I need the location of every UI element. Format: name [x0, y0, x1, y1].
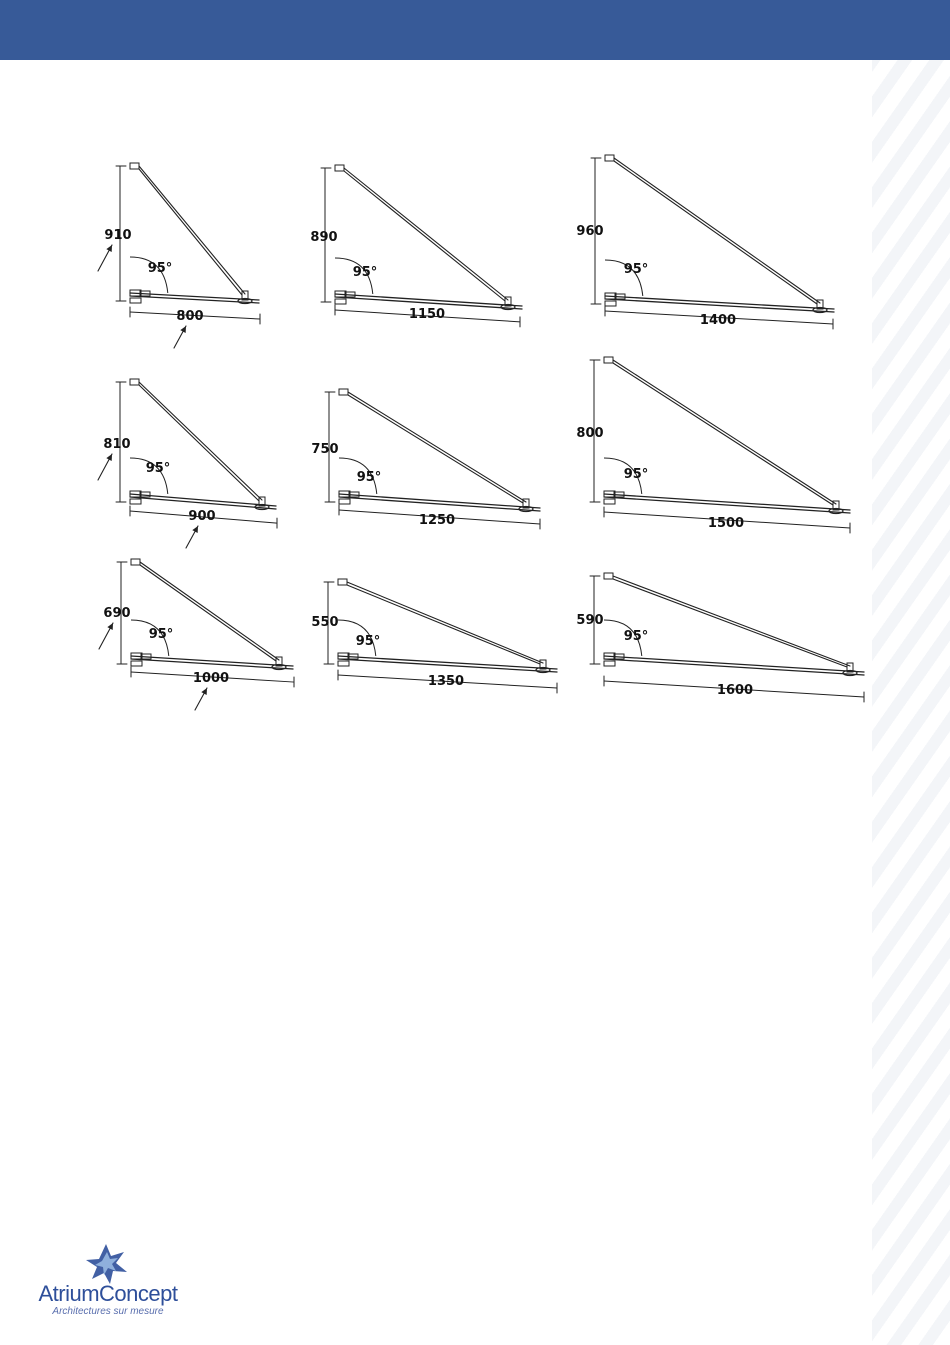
glass-panel-top — [335, 294, 522, 306]
tension-rod-edge — [139, 385, 259, 501]
tension-rod — [348, 392, 526, 502]
canopy-panel-7 — [99, 559, 294, 710]
lower-fixing-plate — [604, 661, 615, 666]
brand-name: AtriumConcept — [38, 1281, 178, 1306]
angle-label: 95° — [147, 261, 173, 276]
lower-fixing-plate — [130, 298, 141, 303]
glass-panel-bottom — [339, 497, 540, 511]
glass-panel-top — [604, 494, 850, 510]
brand-tagline: Architectures sur mesure — [52, 1306, 164, 1317]
length-callout-arrow — [174, 326, 186, 348]
height-label: 750 — [311, 442, 339, 457]
canopy-panel-6 — [576, 357, 850, 533]
length-callout-arrow — [195, 688, 207, 710]
length-label: 800 — [176, 309, 204, 324]
top-wall-bracket — [339, 389, 348, 395]
glass-panel-bottom — [604, 497, 850, 513]
canopy-panel-8 — [311, 579, 557, 693]
top-wall-bracket — [130, 163, 139, 169]
tension-rod-edge — [613, 363, 833, 505]
height-label: 810 — [103, 437, 131, 452]
tension-rod-edge — [140, 565, 276, 661]
lower-fixing-plate — [339, 499, 350, 504]
top-wall-bracket — [335, 165, 344, 171]
length-label: 900 — [188, 509, 216, 524]
height-label: 960 — [576, 224, 604, 239]
angle-label: 95° — [145, 461, 171, 476]
angle-label: 95° — [356, 470, 382, 485]
angle-label: 95° — [148, 627, 174, 642]
glass-panel-top — [605, 296, 834, 309]
tension-rod — [140, 562, 279, 660]
top-wall-bracket — [131, 559, 140, 565]
lower-fixing-plate — [335, 299, 346, 304]
tension-rod-edge — [347, 585, 540, 664]
tension-rod — [347, 582, 543, 663]
angle-label: 95° — [623, 262, 649, 277]
lower-fixing-plate — [605, 301, 616, 306]
tension-rod — [139, 382, 262, 500]
angle-label: 95° — [352, 265, 378, 280]
height-label: 800 — [576, 426, 604, 441]
top-wall-bracket — [605, 155, 614, 161]
glass-panel-top — [339, 494, 540, 508]
tension-rod-edge — [139, 169, 242, 295]
length-label: 1150 — [408, 307, 446, 322]
height-callout-arrow — [98, 245, 112, 271]
height-label: 910 — [104, 228, 132, 243]
lower-fixing-plate — [130, 499, 141, 504]
length-label: 1000 — [192, 671, 230, 686]
length-label: 1600 — [716, 683, 754, 698]
top-wall-bracket — [604, 357, 613, 363]
height-callout-arrow — [99, 623, 113, 649]
tension-rod-edge — [613, 579, 847, 667]
tension-rod-edge — [344, 171, 505, 301]
height-label: 690 — [103, 606, 131, 621]
star-logo-icon — [28, 1242, 188, 1286]
length-label: 1400 — [699, 313, 737, 328]
height-label: 590 — [576, 613, 604, 628]
length-label: 1500 — [707, 516, 745, 531]
tension-rod — [614, 158, 820, 303]
glass-panel-bottom — [338, 659, 557, 672]
canopy-panel-5 — [311, 389, 540, 529]
length-callout-arrow — [186, 526, 198, 548]
glass-panel-bottom — [605, 299, 834, 312]
top-wall-bracket — [130, 379, 139, 385]
canopy-panel-3 — [576, 155, 834, 329]
tension-rod — [344, 168, 508, 300]
length-label: 1250 — [418, 513, 456, 528]
glass-panel-bottom — [130, 497, 276, 509]
canopy-panel-2 — [310, 165, 522, 327]
angle-label: 95° — [355, 634, 381, 649]
top-wall-bracket — [604, 573, 613, 579]
height-callout-arrow — [98, 454, 112, 480]
tension-rod — [613, 360, 836, 504]
lower-fixing-plate — [338, 661, 349, 666]
company-logo — [28, 1242, 188, 1322]
height-label: 550 — [311, 615, 339, 630]
lower-fixing-plate — [604, 499, 615, 504]
height-label: 890 — [310, 230, 338, 245]
length-label: 1350 — [427, 674, 465, 689]
canopy-panel-9 — [576, 573, 864, 702]
tension-rod — [613, 576, 850, 666]
glass-panel-bottom — [604, 659, 864, 675]
top-wall-bracket — [338, 579, 347, 585]
lower-fixing-plate — [131, 661, 142, 666]
canopy-panel-1 — [98, 163, 260, 348]
canopy-panel-4 — [98, 379, 277, 548]
angle-label: 95° — [623, 629, 649, 644]
angle-label: 95° — [623, 467, 649, 482]
tension-rod-edge — [348, 395, 523, 503]
tension-rod-edge — [614, 161, 817, 304]
